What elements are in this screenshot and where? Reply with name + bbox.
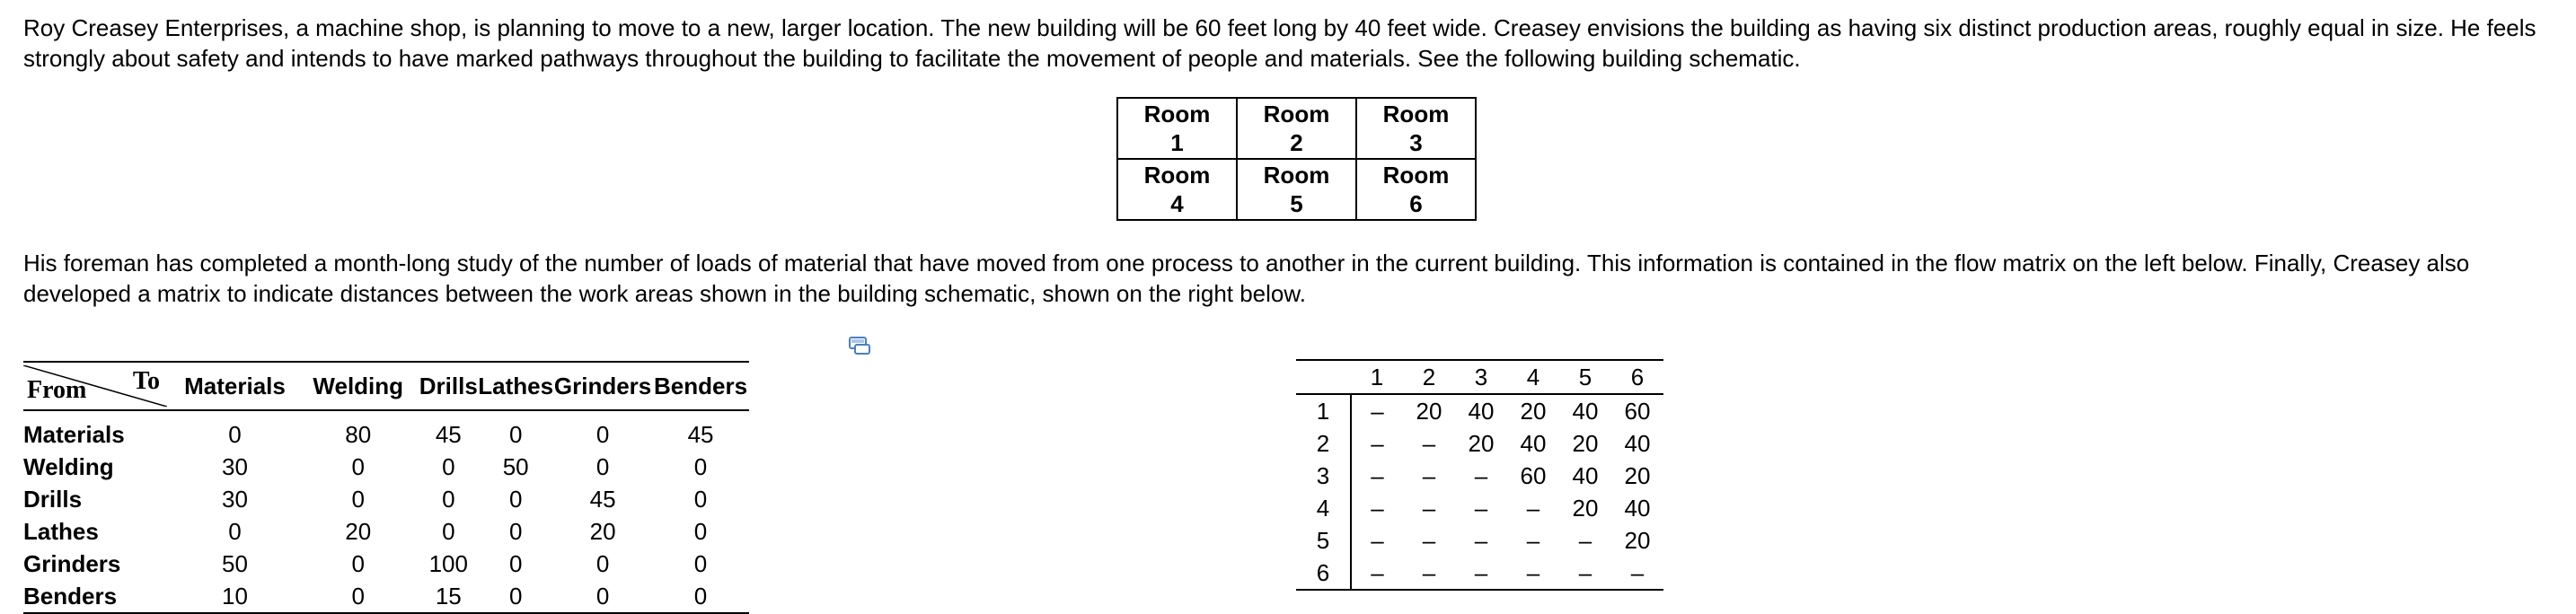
distance-cell: 20 [1520, 397, 1547, 425]
flow-row-label: Welding [23, 452, 114, 480]
distance-cell: – [1474, 526, 1488, 554]
flow-cell: 15 [435, 582, 462, 610]
distance-cell: 40 [1624, 494, 1651, 522]
flow-cell: 30 [222, 485, 248, 513]
distance-row-label: 2 [1296, 427, 1351, 460]
distance-cell: 20 [1624, 461, 1651, 489]
flow-cell: 0 [693, 517, 708, 545]
distance-cell: 20 [1572, 494, 1599, 522]
flow-col-header: Welding [313, 372, 404, 399]
distance-cell: – [1474, 558, 1488, 586]
distance-cell: – [1474, 461, 1488, 489]
distance-matrix [1296, 359, 1663, 591]
distance-cell: – [1371, 526, 1384, 554]
flow-cell: 0 [693, 485, 708, 513]
distance-col-header: 5 [1578, 363, 1592, 390]
flow-col-header: Drills [419, 372, 478, 399]
distance-cell: 60 [1520, 461, 1547, 489]
flow-col-header: Benders [654, 372, 748, 399]
distance-col-header: 6 [1630, 363, 1645, 390]
table-row [1296, 557, 1663, 590]
distance-cell: 20 [1624, 526, 1651, 554]
flow-cell: 0 [508, 517, 523, 545]
flow-cell: 0 [351, 452, 365, 480]
distance-cell: – [1371, 397, 1384, 425]
distance-cell: – [1474, 494, 1488, 522]
flow-cell: 0 [351, 485, 365, 513]
flow-col-header: Materials [184, 372, 286, 399]
flow-cell: 0 [442, 517, 455, 545]
distance-cell: – [1422, 526, 1436, 554]
flow-cell: 0 [228, 517, 242, 545]
flow-cell: 0 [693, 582, 708, 610]
distance-cell: 40 [1572, 397, 1599, 425]
room-cell: Room 5 [1237, 159, 1356, 220]
flow-row-label: Lathes [23, 517, 99, 545]
distance-corner [1296, 360, 1351, 394]
intro-paragraph: Roy Creasey Enterprises, a machine shop, is planning to move to a new, larger location. The new building will be 60 feet long by 40 feet wide. Creasey envisions the building as having six distinct production areas, roughly equal in size. He feels strongly about safety and intends to have marked pathways throughout the building to facilitate the movement of people and materials. See the following building schematic. [23, 14, 2536, 72]
distance-cell: 40 [1624, 429, 1651, 457]
flow-cell: 0 [595, 582, 610, 610]
flow-cell: 45 [435, 420, 462, 448]
table-row [23, 548, 749, 580]
corner-from-label: From [27, 376, 87, 404]
flow-cell: 0 [351, 582, 365, 610]
flow-cell: 50 [222, 549, 248, 577]
flow-cell: 80 [345, 420, 372, 448]
distance-row-label: 5 [1296, 524, 1351, 557]
flow-col-header: Grinders [553, 372, 652, 399]
table-row [1296, 492, 1663, 524]
distance-col-header: 4 [1526, 363, 1540, 390]
corner-to-label: To [132, 367, 160, 395]
flow-row-label: Benders [23, 582, 118, 610]
flow-cell: 0 [442, 485, 455, 513]
table-row [23, 451, 749, 483]
distance-cell: – [1578, 526, 1592, 554]
table-row [1296, 460, 1663, 492]
building-schematic [1116, 97, 1477, 221]
flow-cell: 0 [228, 420, 242, 448]
distance-cell: – [1371, 494, 1384, 522]
flow-matrix [23, 361, 749, 614]
distance-cell: – [1371, 558, 1384, 586]
distance-cell: 20 [1468, 429, 1495, 457]
followup-paragraph: His foreman has completed a month-long study of the number of loads of material that have moved from one process to another in the current building. This information is contained in the flow matrix on the left below. Finally, Creasey also developed a matrix to indicate distances between the work areas shown in the building schematic, shown on the right below. [23, 250, 2470, 307]
table-row [1296, 394, 1663, 427]
distance-cell: 60 [1624, 397, 1651, 425]
distance-col-header: 2 [1422, 363, 1436, 390]
table-row [1296, 427, 1663, 460]
table-row [1296, 524, 1663, 557]
distance-row-label: 3 [1296, 460, 1351, 492]
distance-cell: 40 [1572, 461, 1599, 489]
flow-col-header: Lathes [478, 372, 554, 399]
distance-cell: – [1422, 558, 1436, 586]
flow-cell: 0 [508, 549, 523, 577]
distance-cell: – [1578, 558, 1592, 586]
flow-cell: 20 [589, 517, 616, 545]
flow-cell: 0 [693, 549, 708, 577]
flow-cell: 0 [351, 549, 365, 577]
table-row [23, 580, 749, 613]
flow-cell: 30 [222, 452, 248, 480]
distance-cell: – [1371, 429, 1384, 457]
distance-cell: – [1526, 526, 1540, 554]
room-cell: Room 1 [1117, 98, 1237, 159]
flow-row-label: Materials [23, 420, 125, 448]
distance-cell: 20 [1572, 429, 1599, 457]
flow-cell: 45 [589, 485, 616, 513]
distance-row-label: 4 [1296, 492, 1351, 524]
flow-row-label: Drills [23, 485, 83, 513]
room-cell: Room 2 [1237, 98, 1356, 159]
distance-row-label: 1 [1296, 394, 1351, 427]
distance-cell: 40 [1468, 397, 1495, 425]
flow-cell: 0 [595, 452, 610, 480]
distance-cell: – [1630, 558, 1645, 586]
flow-cell: 0 [442, 452, 455, 480]
flow-cell: 0 [508, 582, 523, 610]
distance-cell: – [1526, 494, 1540, 522]
flow-cell: 0 [595, 549, 610, 577]
distance-cell: – [1526, 558, 1540, 586]
flow-cell: 20 [345, 517, 372, 545]
room-cell: Room 6 [1356, 159, 1476, 220]
flow-cell: 50 [502, 452, 529, 480]
distance-col-header: 3 [1474, 363, 1488, 390]
flow-cell: 0 [508, 485, 523, 513]
room-cell: Room 3 [1356, 98, 1476, 159]
distance-cell: – [1422, 494, 1436, 522]
flow-cell: 0 [508, 420, 523, 448]
flow-row-label: Grinders [23, 549, 121, 577]
table-row [23, 410, 749, 451]
distance-col-header: 1 [1370, 363, 1384, 390]
flow-cell: 10 [222, 582, 248, 610]
distance-cell: – [1371, 461, 1384, 489]
distance-row-label: 6 [1296, 557, 1351, 590]
table-row [23, 483, 749, 515]
flow-corner-header [23, 362, 172, 410]
room-cell: Room 4 [1117, 159, 1237, 220]
distance-cell: – [1422, 429, 1436, 457]
flow-cell: 0 [693, 452, 708, 480]
flow-cell: 0 [595, 420, 610, 448]
flow-cell: 45 [687, 420, 714, 448]
distance-cell: – [1422, 461, 1436, 489]
distance-cell: 40 [1520, 429, 1547, 457]
copy-to-spreadsheet-icon[interactable] [848, 336, 871, 355]
distance-cell: 20 [1416, 397, 1442, 425]
flow-cell: 100 [428, 549, 468, 577]
table-row [23, 515, 749, 548]
